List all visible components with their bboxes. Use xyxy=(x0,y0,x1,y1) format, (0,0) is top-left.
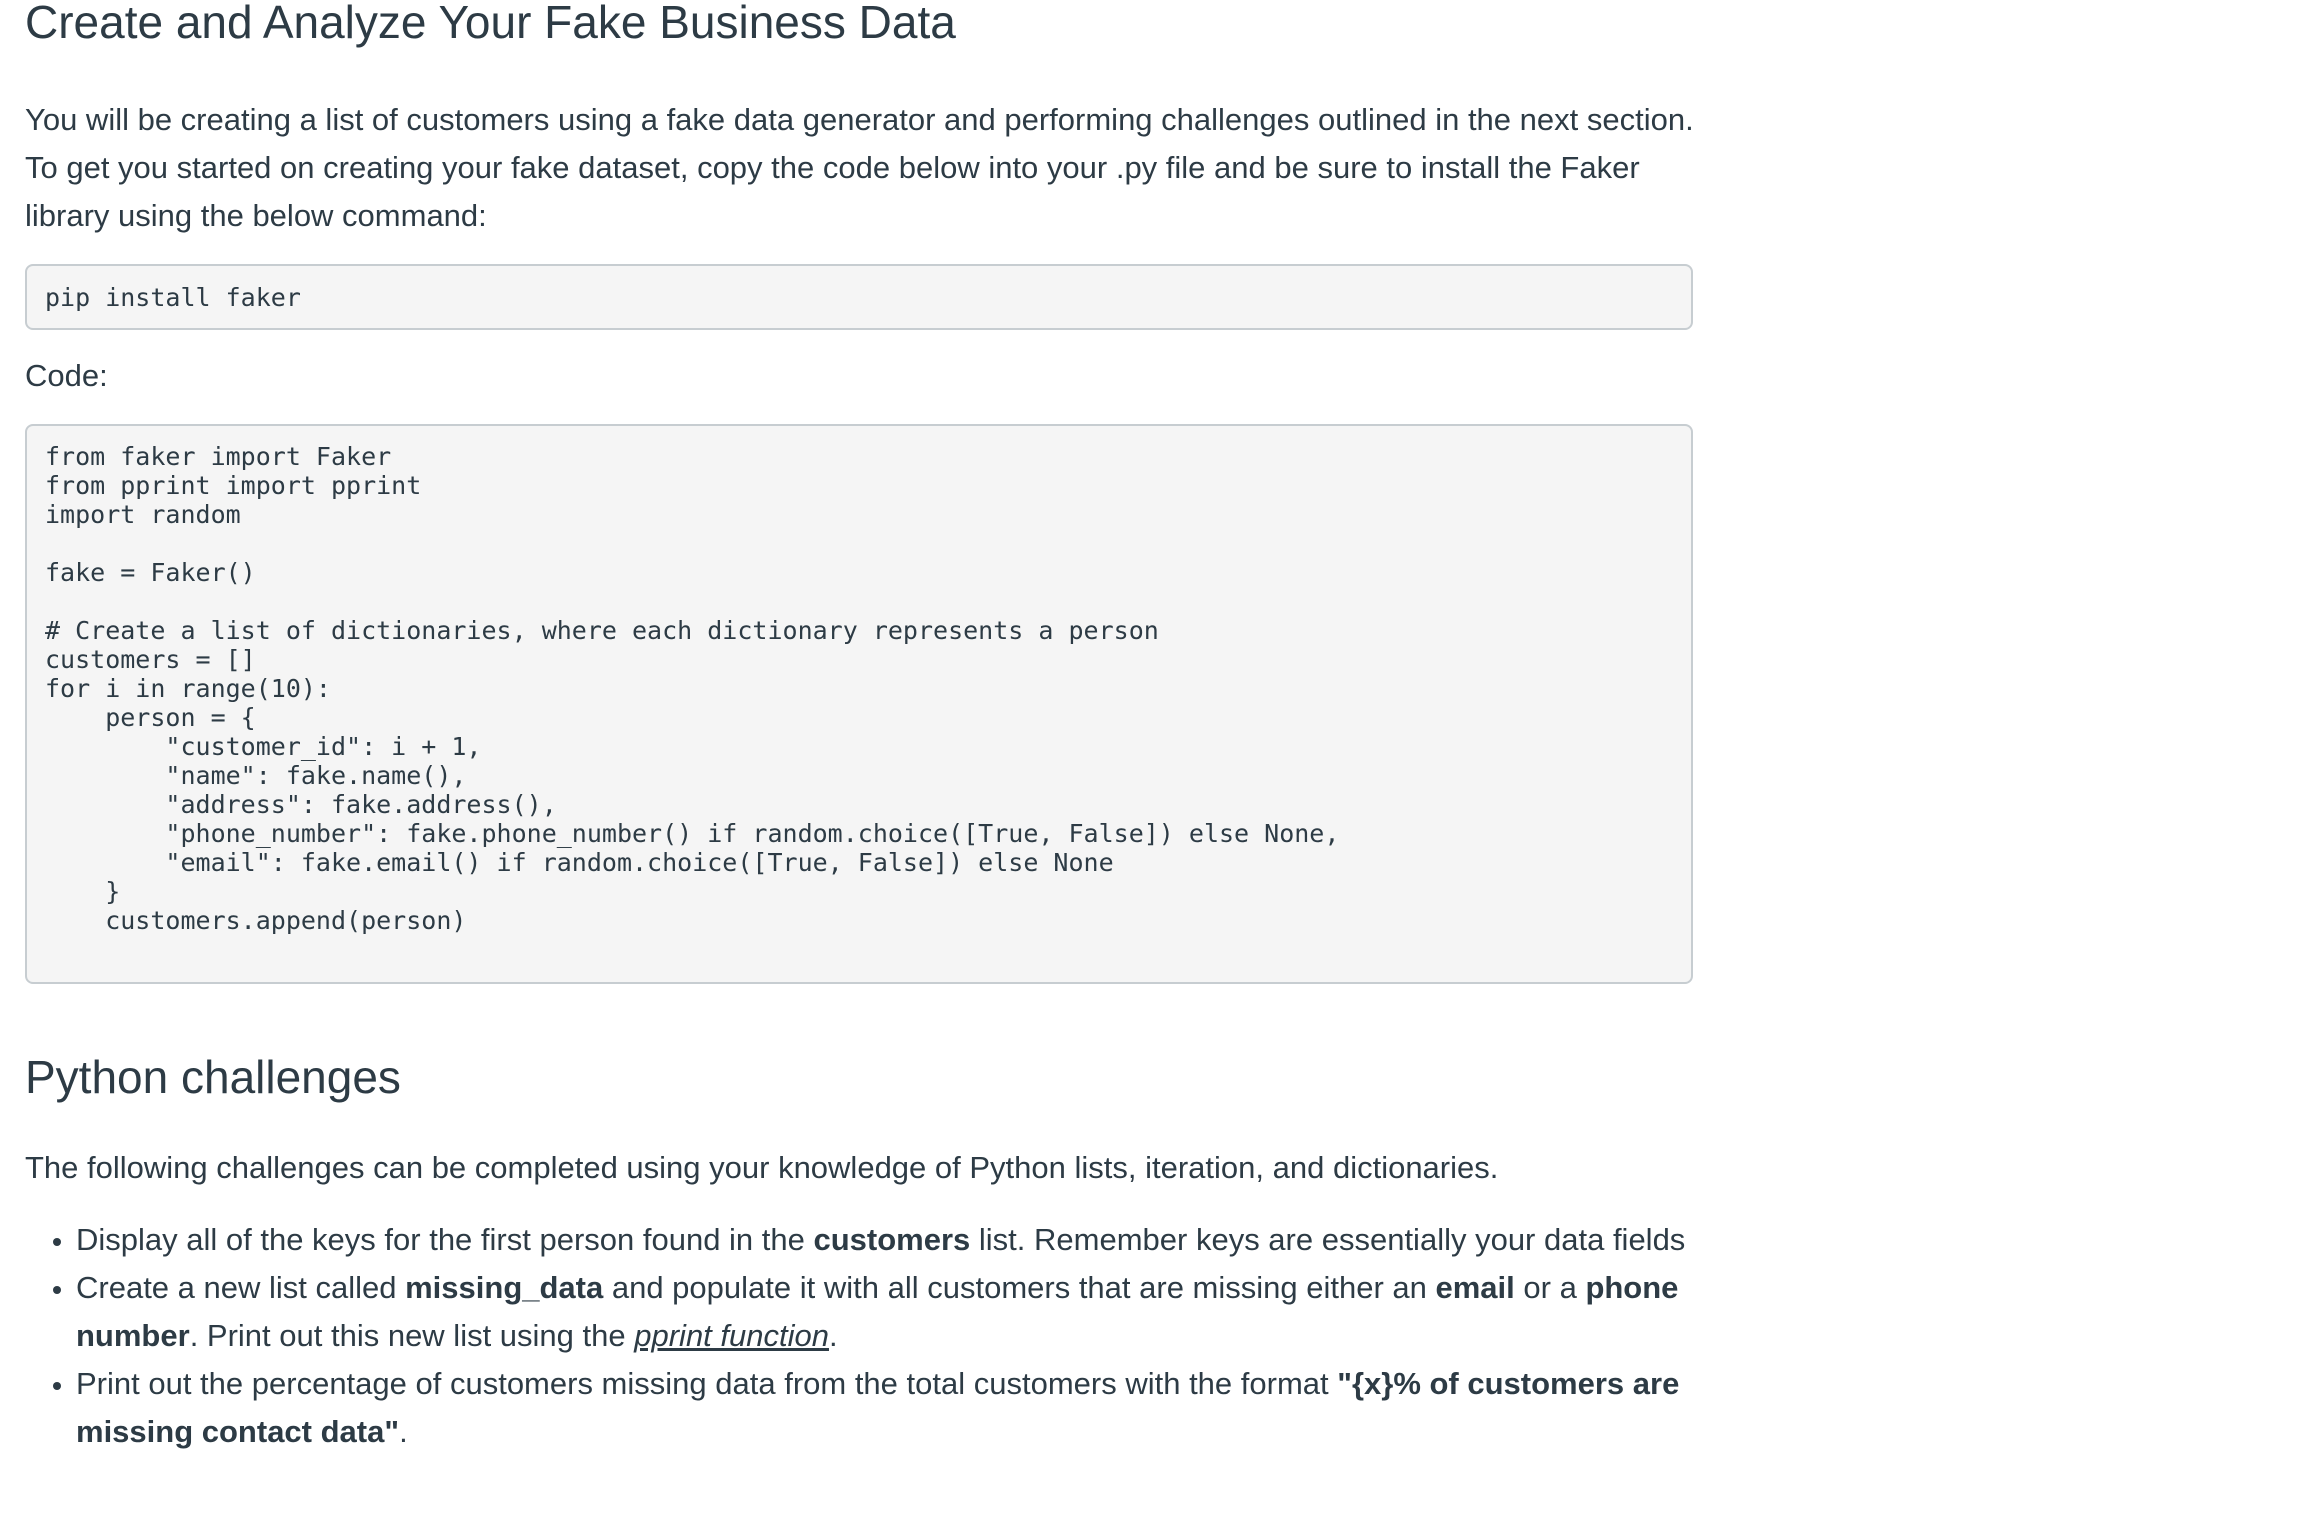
assignment-page xyxy=(25,0,1705,1456)
challenge-list xyxy=(25,1216,1705,1456)
challenge-1-bold-customers: customers xyxy=(813,1222,971,1257)
challenge-2-bold-phone-number: phone number xyxy=(76,1270,1679,1353)
challenge-item-2 xyxy=(76,1264,1705,1360)
page-title: Create and Analyze Your Fake Business Data xyxy=(25,0,956,48)
challenge-2-text-b: and populate it with all customers that are missing either an xyxy=(603,1270,1436,1305)
challenge-3-bold-format: "{x}% of customers are missing contact data" xyxy=(76,1366,1680,1449)
challenge-1-text-b: list. Remember keys are essentially your data fields xyxy=(970,1222,1686,1257)
challenge-2-text-d: . Print out this new list using the xyxy=(189,1318,635,1353)
challenge-item-3 xyxy=(76,1360,1705,1456)
install-command-block[interactable] xyxy=(25,264,1693,330)
section-title-python-challenges: Python challenges xyxy=(25,1051,401,1103)
challenge-1-text-a: Display all of the keys for the first person found in the xyxy=(76,1222,814,1257)
install-command-text: pip install faker xyxy=(45,282,301,312)
challenge-2-text-e: . xyxy=(828,1318,838,1353)
challenge-2-bold-email: email xyxy=(1435,1270,1515,1305)
code-label: Code: xyxy=(25,358,108,393)
challenge-2-bold-missing-data: missing_data xyxy=(405,1270,604,1305)
challenge-3-text-a: Print out the percentage of customers missing data from the total customers with the format xyxy=(76,1366,1338,1401)
challenge-3-text-b: . xyxy=(399,1414,408,1449)
challenge-item-1 xyxy=(76,1216,1705,1264)
challenges-lead-paragraph: The following challenges can be completed using your knowledge of Python lists, iteration, and dictionaries. xyxy=(25,1150,1499,1185)
challenge-2-text-a: Create a new list called xyxy=(76,1270,406,1305)
pprint-function-link[interactable]: pprint function xyxy=(634,1318,829,1353)
challenge-2-text-c: or a xyxy=(1514,1270,1586,1305)
intro-paragraph: You will be creating a list of customers using a fake data generator and performing challenges outlined in the next section. To get you started on creating your fake dataset, copy the code below into your .py file and be sure to install the Faker library using the below command: xyxy=(25,102,1694,233)
code-block[interactable]: from faker import Faker from pprint import pprint import random fake = Faker() # Create a list of dictionaries, where each dictionary represents a person customers = [] for i in range(10): person = { "customer_id": i + 1, "name": fake.name(), "address": fake.address(), "phone_number": fake.phone_number() if random.choice([True, False]) else None, "email": fake.email() if random.choice([True, False]) else None } customers.append(person) xyxy=(25,424,1693,984)
